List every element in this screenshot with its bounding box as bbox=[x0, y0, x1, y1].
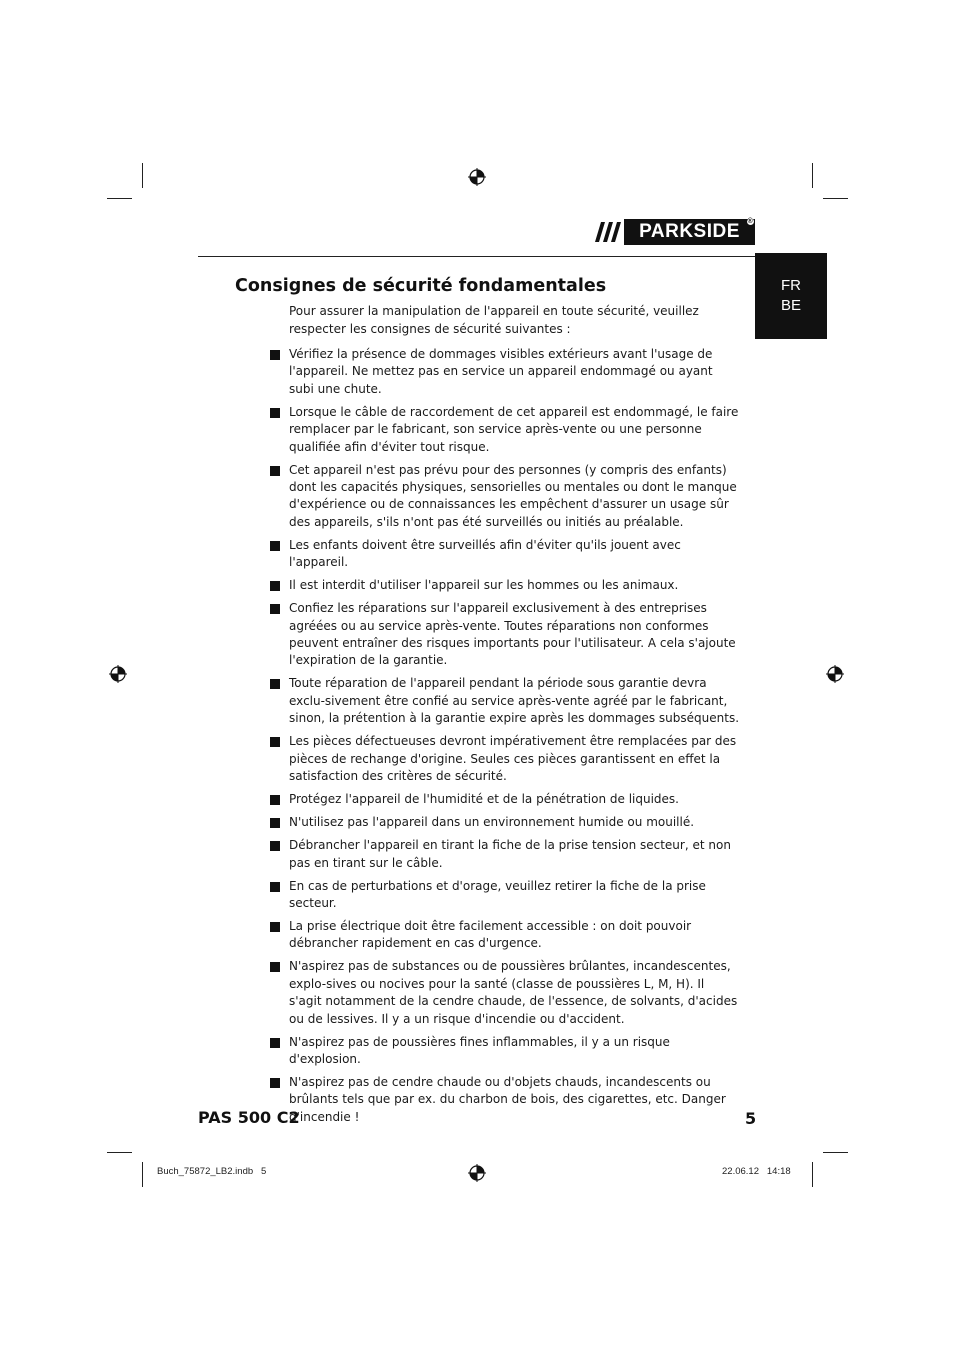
list-item bbox=[270, 878, 740, 913]
intro-paragraph: Pour assurer la manipulation de l'appareil en toute sécurité, veuillez respecter les consignes de sécurité suivantes : bbox=[289, 304, 699, 336]
list-item bbox=[270, 733, 740, 785]
registration-mark-icon bbox=[468, 1164, 486, 1182]
list-item-text: En cas de perturbations et d'orage, veuillez retirer la fiche de la prise secteur. bbox=[289, 878, 706, 910]
list-item-text: Lorsque le câble de raccordement de cet appareil est endommagé, le faire remplacer par le fabricant, son service après-vente ou une personne qualifiée afin d'éviter tout risque. bbox=[289, 404, 739, 454]
list-item-text: N'utilisez pas l'appareil dans un environnement humide ou mouillé. bbox=[289, 815, 695, 830]
list-item-text: Débrancher l'appareil en tirant la fiche de la prise tension secteur, et non pas en tirant sur le câble. bbox=[289, 838, 731, 870]
list-item bbox=[270, 958, 740, 1028]
square-bullet-icon bbox=[270, 1038, 280, 1048]
square-bullet-icon bbox=[270, 581, 280, 591]
list-item bbox=[270, 462, 740, 532]
list-item-text: Les pièces défectueuses devront impérativement être remplacées par des pièces de rechange d'origine. Seules ces pièces garantissent en effet la satisfaction des critères de sécurité. bbox=[289, 734, 737, 784]
lang-code-be: BE bbox=[780, 297, 801, 314]
crop-mark bbox=[812, 1162, 813, 1187]
brand-wordmark bbox=[624, 219, 755, 245]
crop-mark bbox=[823, 198, 848, 199]
list-item bbox=[270, 537, 740, 572]
square-bullet-icon bbox=[270, 882, 280, 892]
slug-file: Buch_75872_LB2.indb 5 bbox=[157, 1166, 267, 1177]
list-item-text: N'aspirez pas de poussières fines inflammables, il y a un risque d'explosion. bbox=[289, 1034, 670, 1066]
list-item bbox=[270, 404, 740, 456]
list-item-text: Protégez l'appareil de l'humidité et de la pénétration de liquides. bbox=[289, 792, 679, 807]
registration-mark-icon bbox=[468, 168, 486, 186]
safety-list bbox=[270, 346, 740, 1132]
list-item-text: N'aspirez pas de cendre chaude ou d'objets chauds, incandescents ou brûlants tels que par ex. du charbon de bois, des cigarettes, etc. Danger d'incendie ! bbox=[289, 1074, 726, 1124]
square-bullet-icon bbox=[270, 922, 280, 932]
list-item-text: Vérifiez la présence de dommages visibles extérieurs avant l'usage de l'appareil. Ne mettez pas en service un appareil endommagé ou ayant subi une chute. bbox=[289, 347, 713, 396]
square-bullet-icon bbox=[270, 679, 280, 689]
lang-code-fr: FR bbox=[781, 277, 801, 294]
list-item bbox=[270, 346, 740, 398]
logo-slashes-icon bbox=[594, 219, 624, 245]
square-bullet-icon bbox=[270, 408, 280, 418]
list-item bbox=[270, 837, 740, 872]
square-bullet-icon bbox=[270, 604, 280, 614]
square-bullet-icon bbox=[270, 350, 280, 360]
registration-mark-icon bbox=[109, 665, 127, 683]
list-item-text: Il est interdit d'utiliser l'appareil sur les hommes ou les animaux. bbox=[289, 578, 679, 593]
brand-logo bbox=[594, 219, 755, 245]
list-item bbox=[270, 791, 740, 808]
list-item-text: N'aspirez pas de substances ou de poussières brûlantes, incandescentes, explo-sives ou nocives pour la santé (classe de poussières L, M, H). Il s'agit notamment de la cendre chaude, de l'essence, de solvants, d'acides ou de lessives. Il y a un risque d'incendie ou d'accident. bbox=[289, 959, 738, 1026]
list-item-text: La prise électrique doit être facilement accessible : on doit pouvoir débrancher rapidement en cas d'urgence. bbox=[289, 918, 692, 951]
brand-name: PARKSIDE bbox=[639, 221, 740, 242]
square-bullet-icon bbox=[270, 818, 280, 828]
registered-mark-icon: ® bbox=[747, 218, 754, 225]
square-bullet-icon bbox=[270, 737, 280, 747]
list-item bbox=[270, 1034, 740, 1069]
slug-date: 22.06.12 14:18 bbox=[722, 1166, 791, 1177]
model-name: PAS 500 C2 bbox=[198, 1108, 300, 1127]
square-bullet-icon bbox=[270, 466, 280, 476]
square-bullet-icon bbox=[270, 1078, 280, 1088]
list-item-text: Confiez les réparations sur l'appareil exclusivement à des entreprises agréées ou au service après-vente. Toutes réparations non conformes peuvent entraîner des risques importants pour l'utilisateur. A cela s'ajoute l'expiration de la garantie. bbox=[289, 601, 736, 668]
list-item-text: Les enfants doivent être surveillés afin d'éviter qu'ils jouent avec l'appareil. bbox=[289, 537, 681, 570]
list-item bbox=[270, 814, 740, 831]
registration-mark-icon bbox=[826, 665, 844, 683]
square-bullet-icon bbox=[270, 841, 280, 851]
crop-mark bbox=[142, 1162, 143, 1187]
language-tab bbox=[755, 253, 827, 339]
list-item bbox=[270, 600, 740, 670]
list-item bbox=[270, 577, 740, 594]
crop-mark bbox=[823, 1152, 848, 1153]
square-bullet-icon bbox=[270, 962, 280, 972]
list-item-text: Cet appareil n'est pas prévu pour des personnes (y compris des enfants) dont les capacités physiques, sensorielles ou mentales ou dont le manque d'expérience ou de connaissances les empêchent d'assurer un usage sûr des appareils, s'ils n'ont pas été surveillés ou initiés au préalable. bbox=[289, 462, 737, 529]
page-number: 5 bbox=[745, 1109, 757, 1128]
square-bullet-icon bbox=[270, 795, 280, 805]
square-bullet-icon bbox=[270, 541, 280, 551]
crop-mark bbox=[812, 163, 813, 188]
list-item bbox=[270, 675, 740, 727]
header-rule bbox=[198, 256, 827, 257]
section-title: Consignes de sécurité fondamentales bbox=[235, 276, 607, 296]
list-item bbox=[270, 1074, 740, 1126]
crop-mark bbox=[107, 1152, 132, 1153]
list-item-text: Toute réparation de l'appareil pendant la période sous garantie devra exclu-sivement être confié au service après-vente agréé par le fabricant, sinon, la prétention à la garantie expire après les dommages subséquents. bbox=[289, 676, 740, 726]
crop-mark bbox=[107, 198, 132, 199]
crop-mark bbox=[142, 163, 143, 188]
list-item bbox=[270, 918, 740, 953]
